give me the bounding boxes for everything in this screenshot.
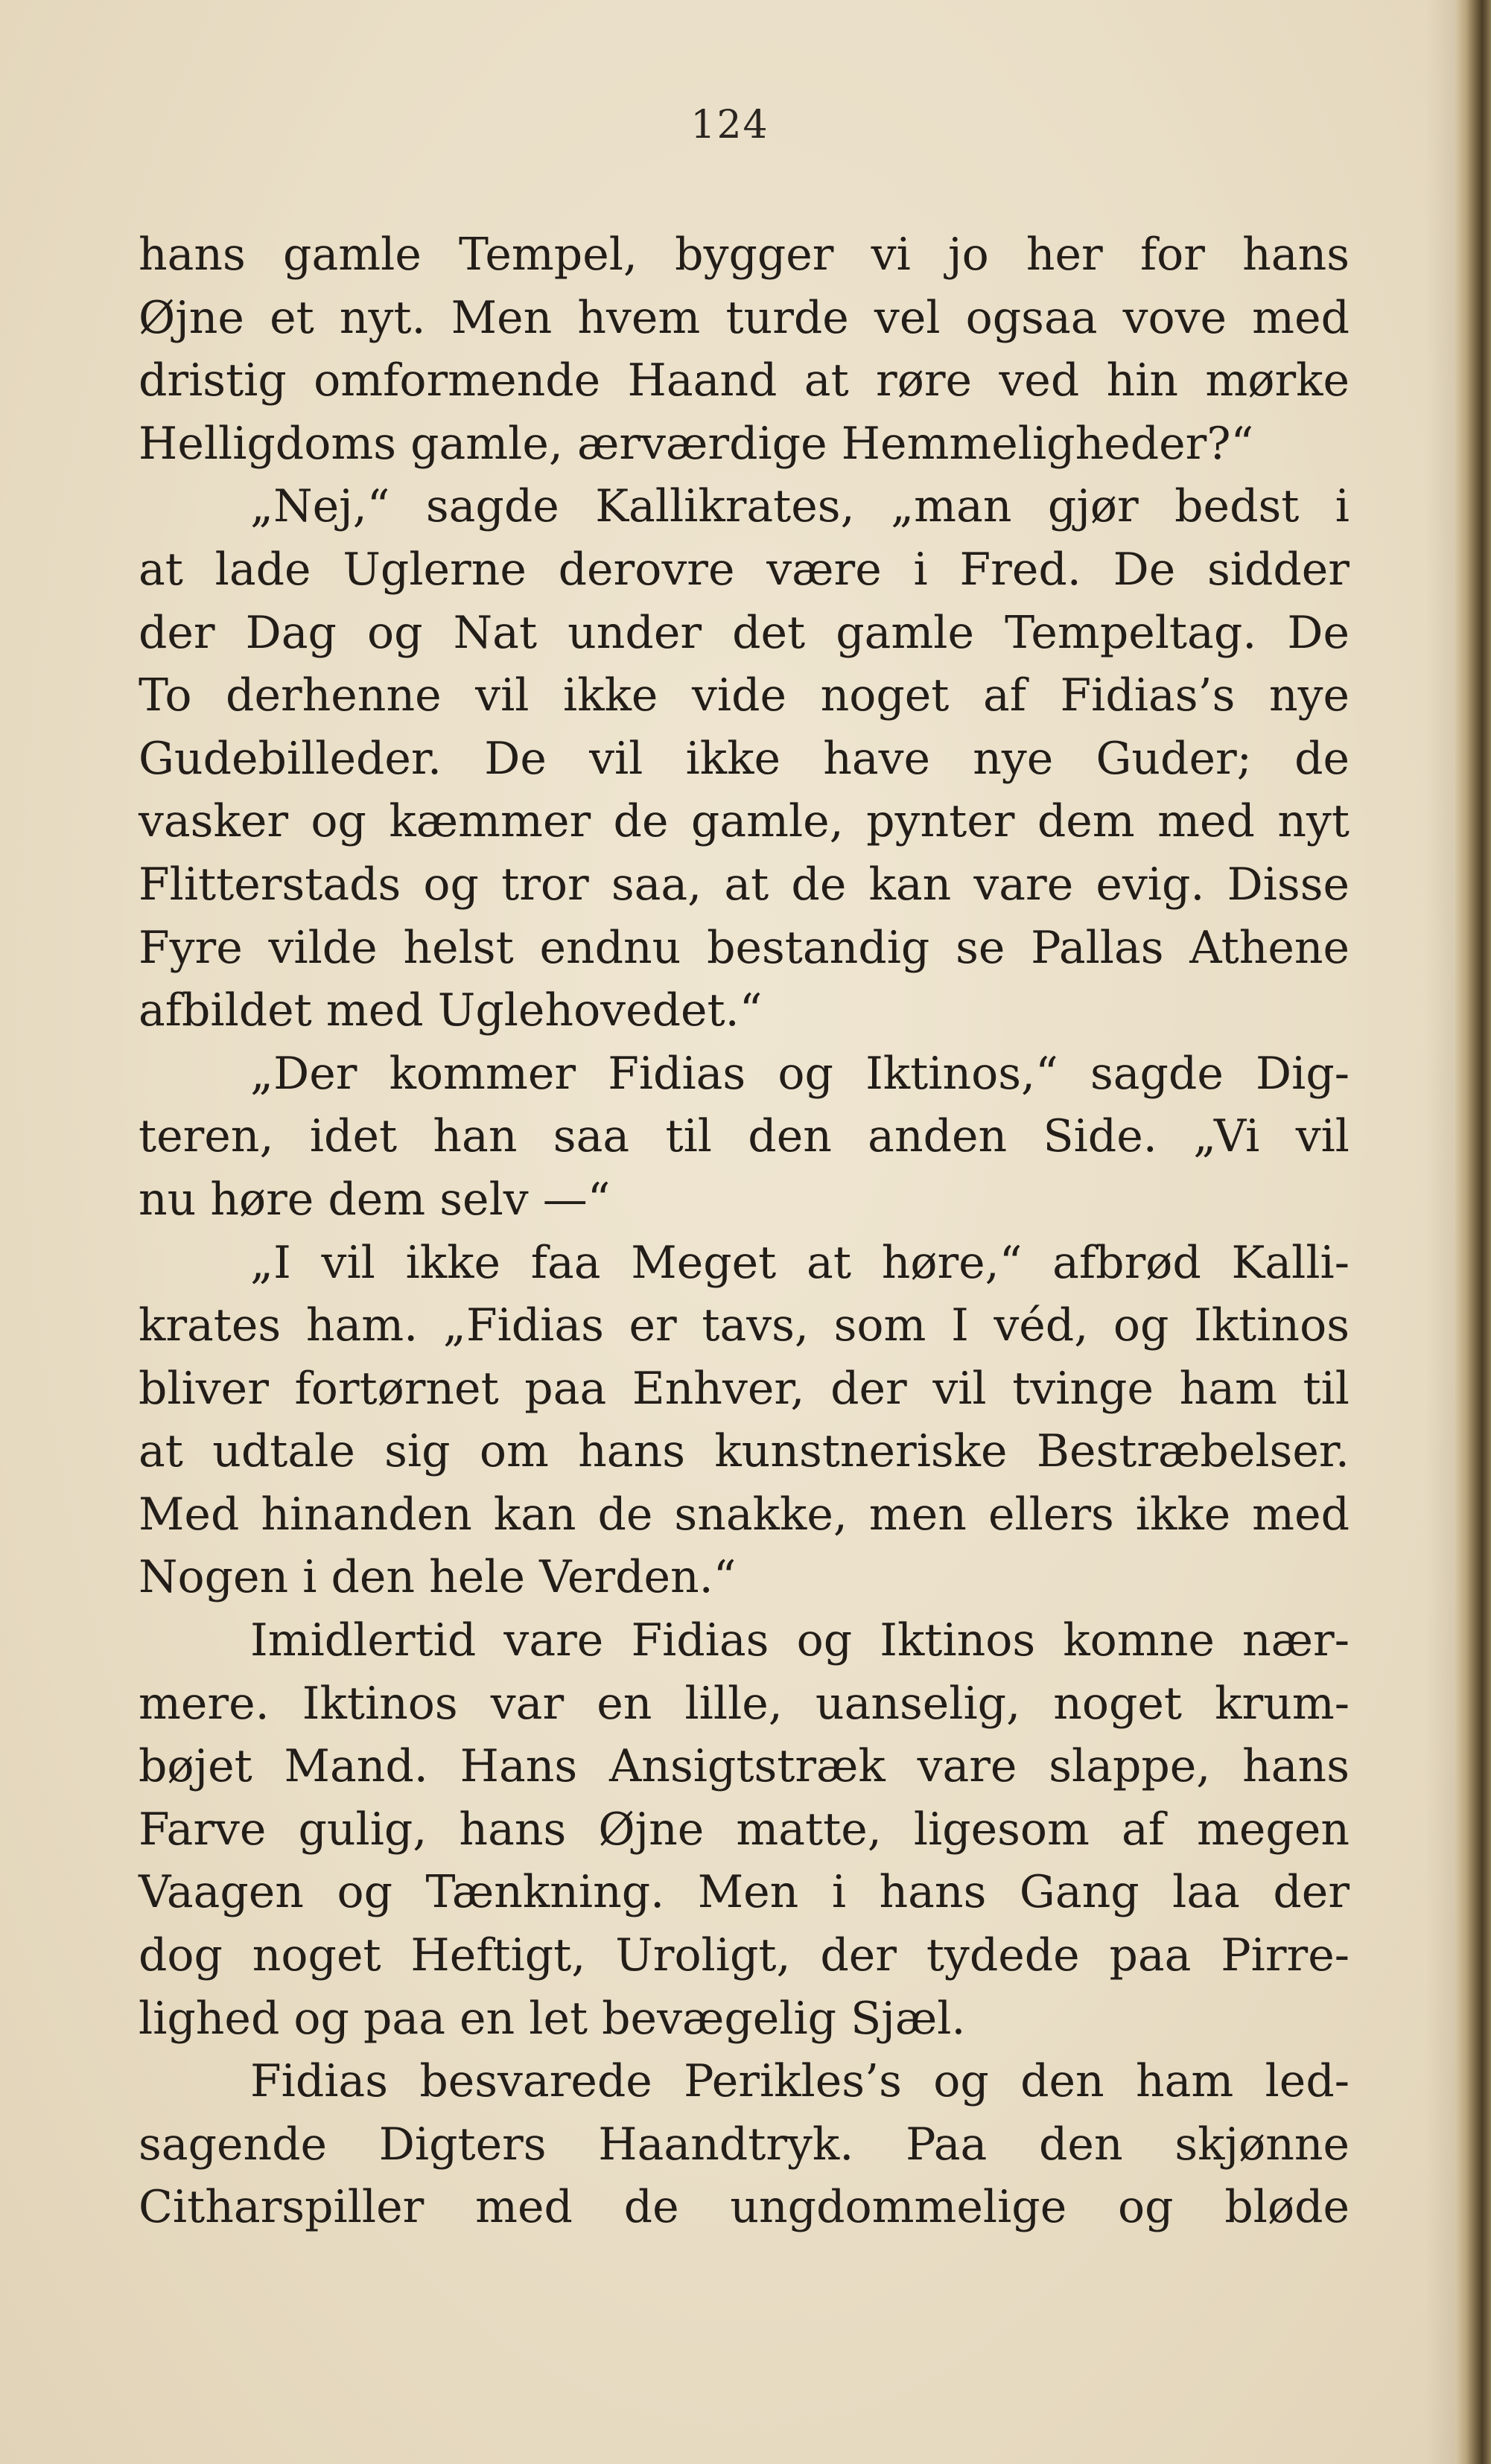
text-line: Farve gulig, hans Øjne matte, ligesom af megen <box>139 1803 1349 1856</box>
text-line: lighed og paa en let bevægelig Sjæl. <box>139 1992 966 2045</box>
body-text <box>139 223 1349 2239</box>
text-line: krates ham. „Fidias er tavs, som I véd, og Iktinos <box>139 1299 1349 1352</box>
text-line: Nogen i den hele Verden.“ <box>139 1551 737 1604</box>
text-line: Gudebilleder. De vil ikke have nye Guder; de <box>139 732 1349 785</box>
text-line: dog noget Heftigt, Uroligt, der tydede paa Pirre- <box>139 1929 1349 1982</box>
text-line: dristig omformende Haand at røre ved hin mørke <box>139 354 1349 407</box>
text-line: Flitterstads og tror saa, at de kan vare evig. Disse <box>139 858 1349 911</box>
text-line: Helligdoms gamle, ærværdige Hemmeligheder?“ <box>139 417 1254 470</box>
text-line: Vaagen og Tænkning. Men i hans Gang laa der <box>139 1866 1349 1919</box>
text-line: Fyre vilde helst endnu bestandig se Pallas Athene <box>139 921 1349 974</box>
text-line: Fidias besvarede Perikles’s og den ham led- <box>250 2055 1349 2108</box>
text-line: bliver fortørnet paa Enhver, der vil tvinge ham til <box>139 1362 1349 1415</box>
text-line: at udtale sig om hans kunstneriske Bestræbelser. <box>139 1425 1349 1478</box>
page-number: 124 <box>690 103 769 147</box>
text-line: mere. Iktinos var en lille, uanselig, noget krum- <box>139 1677 1349 1730</box>
book-binding-edge <box>1455 0 1491 2464</box>
text-line: Med hinanden kan de snakke, men ellers ikke med <box>139 1488 1349 1541</box>
text-line: Citharspiller med de ungdommelige og bløde <box>139 2181 1349 2234</box>
text-line: hans gamle Tempel, bygger vi jo her for hans <box>139 229 1349 281</box>
text-line: „I vil ikke faa Meget at høre,“ afbrød Kalli- <box>250 1236 1349 1289</box>
text-line: „Der kommer Fidias og Iktinos,“ sagde Dig- <box>250 1047 1349 1100</box>
text-line: sagende Digters Haandtryk. Paa den skjønne <box>139 2118 1349 2171</box>
text-line: vasker og kæmmer de gamle, pynter dem med nyt <box>139 795 1349 848</box>
text-line: nu høre dem selv —“ <box>139 1173 611 1226</box>
text-line: bøjet Mand. Hans Ansigtstræk vare slappe, hans <box>139 1740 1349 1793</box>
text-line: der Dag og Nat under det gamle Tempeltag. De <box>139 606 1349 659</box>
text-line: Øjne et nyt. Men hvem turde vel ogsaa vove med <box>139 291 1349 344</box>
text-line: Imidlertid vare Fidias og Iktinos komne nær- <box>250 1614 1349 1667</box>
text-line: at lade Uglerne derovre være i Fred. De sidder <box>139 543 1349 596</box>
text-line: afbildet med Uglehovedet.“ <box>139 984 763 1037</box>
text-line: teren, idet han saa til den anden Side. „Vi vil <box>139 1110 1349 1163</box>
gutter-shadow <box>1425 0 1455 2464</box>
text-line: To derhenne vil ikke vide noget af Fidias’s nye <box>139 669 1349 722</box>
text-line: „Nej,“ sagde Kallikrates, „man gjør bedst i <box>250 480 1349 533</box>
